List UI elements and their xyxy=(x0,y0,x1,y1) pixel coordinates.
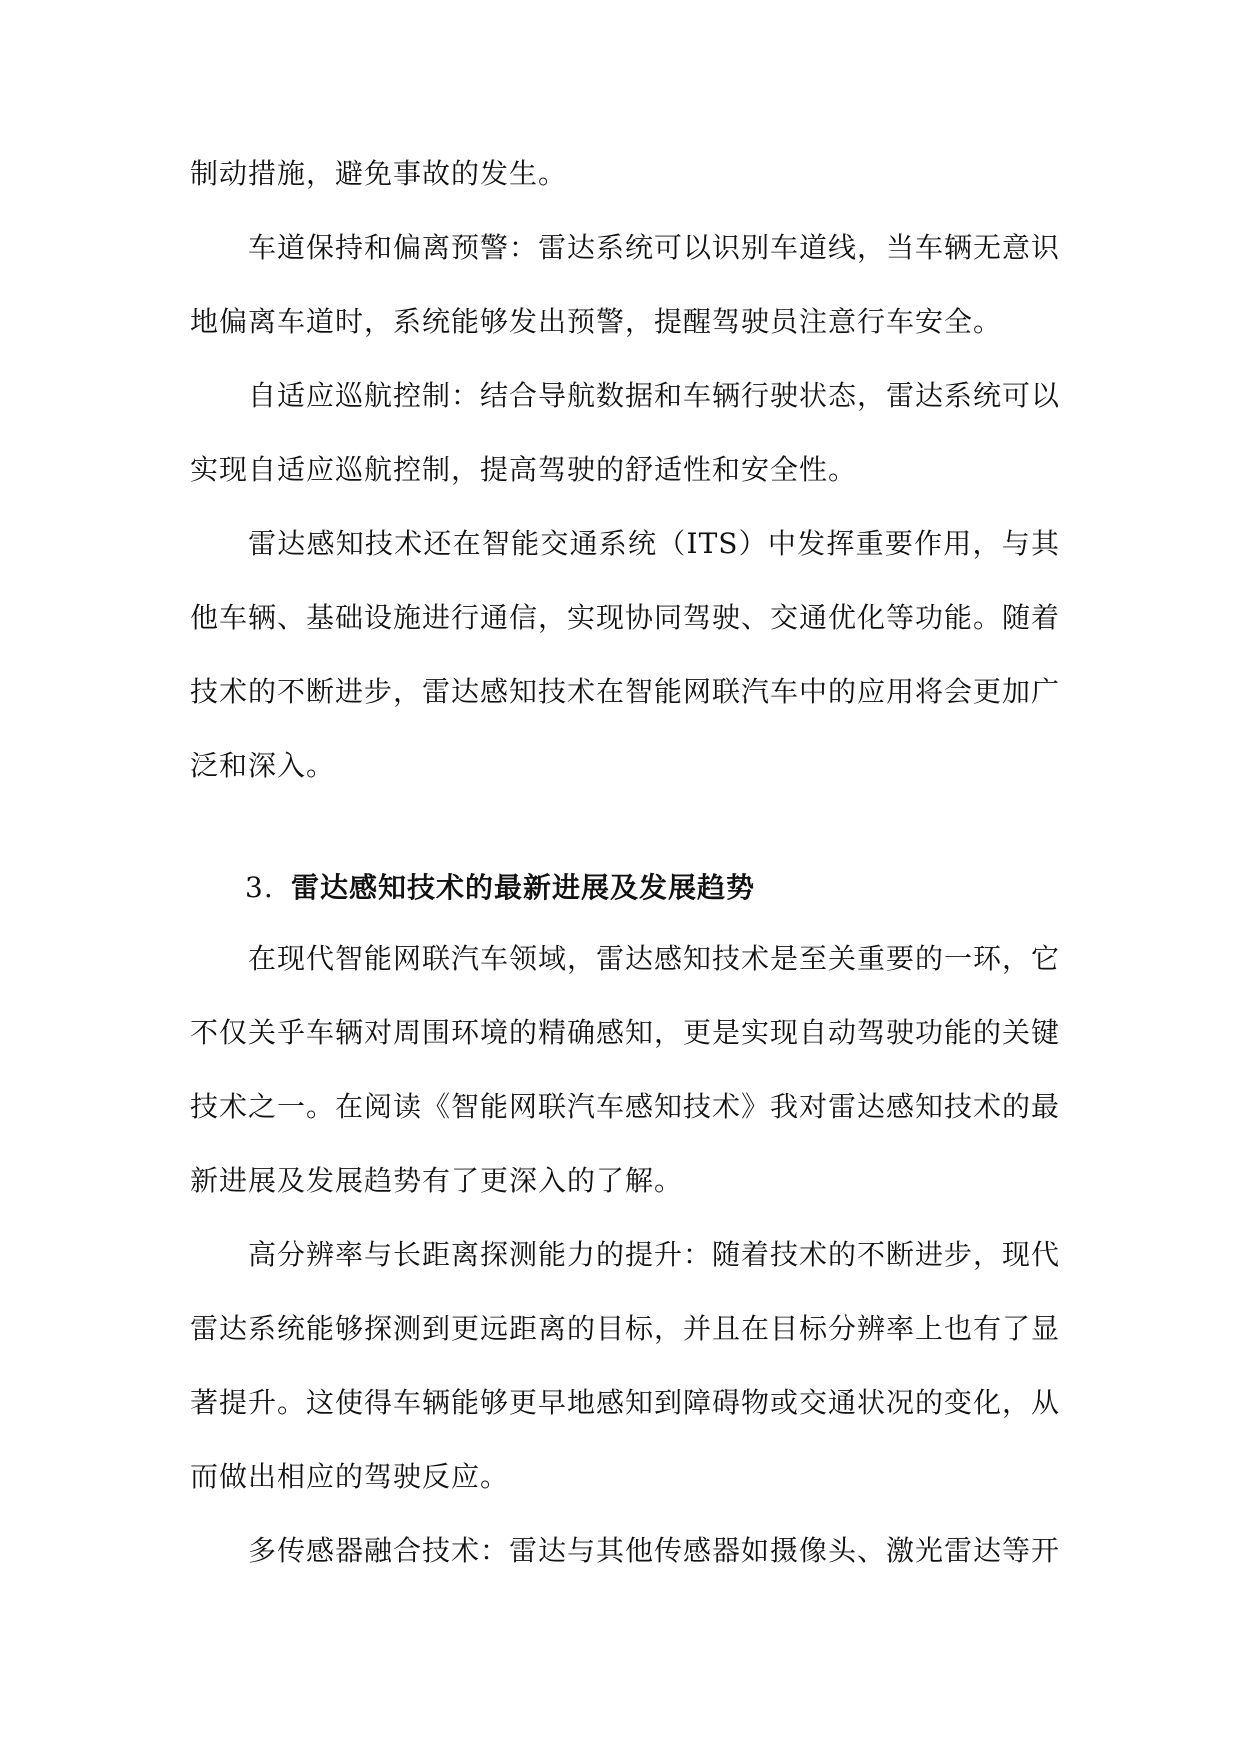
section-heading xyxy=(245,858,1045,918)
paragraph-its: 雷达感知技术还在智能交通系统（ITS）中发挥重要作用，与其他车辆、基础设施进行通信，实现协同驾驶、交通优化等功能。随着技术的不断进步，雷达感知技术在智能网联汽车中的应用将会更加广泛和深入。 xyxy=(190,527,1061,782)
paragraph-continuation: 制动措施，避免事故的发生。 xyxy=(190,157,568,190)
paragraph-lane-keeping: 车道保持和偏离预警：雷达系统可以识别车道线，当车辆无意识地偏离车道时，系统能够发出预警，提醒驾驶员注意行车安全。 xyxy=(190,231,1061,338)
paragraph-intro: 在现代智能网联汽车领域，雷达感知技术是至关重要的一环，它不仅关乎车辆对周围环境的精确感知，更是实现自动驾驶功能的关键技术之一。在阅读《智能网联汽车感知技术》我对雷达感知技术的最新进展及发展趋势有了更深入的了解。 xyxy=(190,942,1061,1197)
section-title: 雷达感知技术的最新进展及发展趋势 xyxy=(291,871,756,904)
paragraph-high-resolution: 高分辨率与长距离探测能力的提升：随着技术的不断进步，现代雷达系统能够探测到更远距离的目标，并且在目标分辨率上也有了显著提升。这使得车辆能够更早地感知到障碍物或交通状况的变化，从而做出相应的驾驶反应。 xyxy=(190,1238,1061,1493)
paragraph-sensor-fusion: 多传感器融合技术：雷达与其他传感器如摄像头、激光雷达等开 xyxy=(248,1534,1061,1567)
paragraph-adaptive-cruise: 自适应巡航控制：结合导航数据和车辆行驶状态，雷达系统可以实现自适应巡航控制，提高驾驶的舒适性和安全性。 xyxy=(190,379,1061,486)
section-number: 3. xyxy=(245,871,274,904)
